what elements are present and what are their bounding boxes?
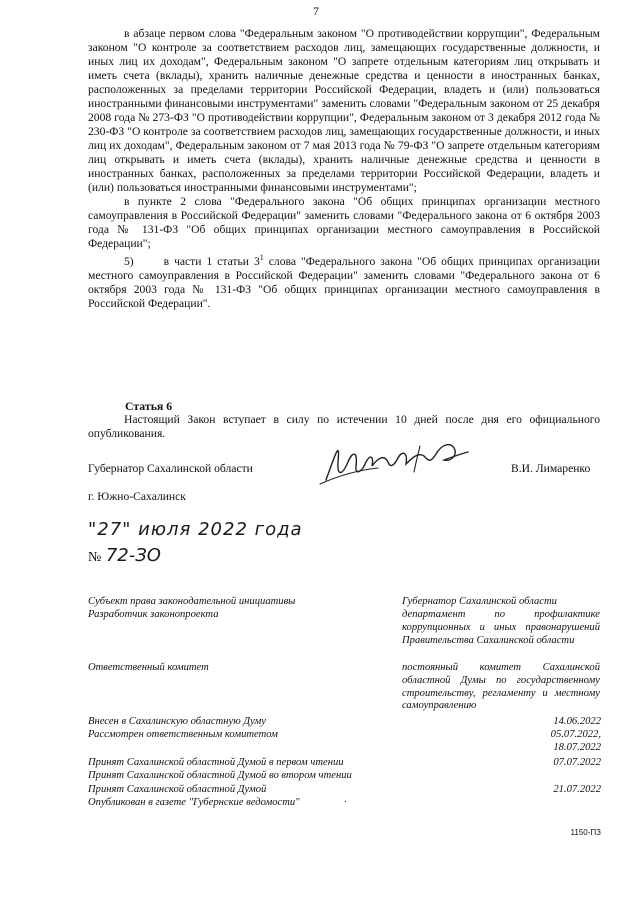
developer-label: Разработчик законопроекта bbox=[88, 609, 219, 620]
paragraph-item-5 bbox=[88, 251, 600, 311]
committee-label: Ответственный комитет bbox=[88, 662, 209, 673]
governor-signature bbox=[318, 432, 478, 492]
reviewed-date-1: 05.07.2022, bbox=[550, 729, 601, 740]
submitted-date: 14.06.2022 bbox=[553, 716, 601, 727]
law-number bbox=[88, 545, 161, 566]
item-5-rest: слова "Федерального закона "Об общих принципах организации местного самоуправления в Российской Федерации" заменить словами "Федерального закона от 6 октября 2003 года № 131-ФЗ "Об общих принципах организации местного самоуправления в Российской Федерации". bbox=[88, 254, 600, 310]
article-text: Настоящий Закон вступает в силу по истечении 10 дней после дня его официального опубликования. bbox=[88, 413, 600, 440]
adopted-date: 21.07.2022 bbox=[553, 784, 601, 795]
reviewed-date-2: 18.07.2022 bbox=[553, 742, 601, 753]
initiative-label: Субъект права законодательной инициативы bbox=[88, 596, 296, 607]
governor-title: Губернатор Сахалинской области bbox=[88, 462, 253, 475]
item-5-start: 5) в части 1 статьи 3 bbox=[124, 254, 260, 268]
committee-value: постоянный комитет Сахалинской областной Думы по государственному строительству, регламенту и местному самоуправлению bbox=[402, 662, 600, 712]
governor-name: В.И. Лимаренко bbox=[511, 462, 591, 475]
law-text bbox=[88, 27, 600, 311]
developer-value: департамент по профилактике коррупционных и иных правонарушений Правительства Сахалинской области bbox=[402, 609, 600, 646]
adopted-label: Принят Сахалинской областной Думой bbox=[88, 784, 267, 795]
initiative-value: Губернатор Сахалинской области bbox=[402, 596, 557, 607]
article-title: Статья 6 bbox=[125, 399, 173, 413]
page-number: 7 bbox=[313, 4, 319, 18]
paragraph-1: в абзаце первом слова "Федеральным законом "О противодействии коррупции", Федеральным законом "О контроле за соответствием расходов лиц, замещающих государственные должности, и иных лиц их доходам", Федеральным законом "О запрете отдельным категориям лиц открывать и иметь счета (вклады), хранить наличные денежные средства и ценности в иностранных банках, расположенных за пределами территории Российской Федерации, владеть и (или) пользоваться иностранными финансовыми инструментами" заменить словами "Федеральным законом от 25 декабря 2008 года № 273-ФЗ "О противодействии коррупции", Федеральным законом от 3 декабря 2012 года № 230-ФЗ "О контроле за соответствием расходов лиц, замещающих государственные должности, и иных лиц их доходам", Федеральным законом от 7 мая 2013 года № 79-ФЗ "О запрете отдельным категориям лиц открывать и иметь счета (вклады), хранить наличные денежные средства и ценности в иностранных банках, расположенных за пределами территории Российской Федерации, владеть и (или) пользоваться иностранными финансовыми инструментами"; bbox=[88, 27, 600, 194]
reviewed-label: Рассмотрен ответственным комитетом bbox=[88, 729, 278, 740]
first-reading-date: 07.07.2022 bbox=[553, 757, 601, 768]
first-reading-label: Принят Сахалинской областной Думой в первом чтении bbox=[88, 757, 344, 768]
signing-date: "27" июля 2022 года bbox=[88, 519, 303, 540]
published-label: Опубликован в газете "Губернские ведомости" bbox=[88, 797, 300, 808]
paragraph-2: в пункте 2 слова "Федерального закона "Об общих принципах организации местного самоуправления в Российской Федерации" заменить словами "Федерального закона от 6 октября 2003 года № 131-ФЗ "Об общих принципах организации местного самоуправления в Российской Федерации"; bbox=[88, 195, 600, 250]
number-handwritten: 72-ЗО bbox=[105, 545, 161, 566]
number-prefix: № bbox=[88, 550, 102, 565]
submitted-label: Внесен в Сахалинскую областную Думу bbox=[88, 716, 266, 727]
city: г. Южно-Сахалинск bbox=[88, 490, 186, 503]
published-mark: · bbox=[344, 797, 347, 808]
article-superscript: 1 bbox=[259, 253, 264, 262]
second-reading-label: Принят Сахалинской областной Думой во втором чтении bbox=[88, 770, 352, 781]
document-code: 1150-ПЗ bbox=[570, 828, 601, 837]
